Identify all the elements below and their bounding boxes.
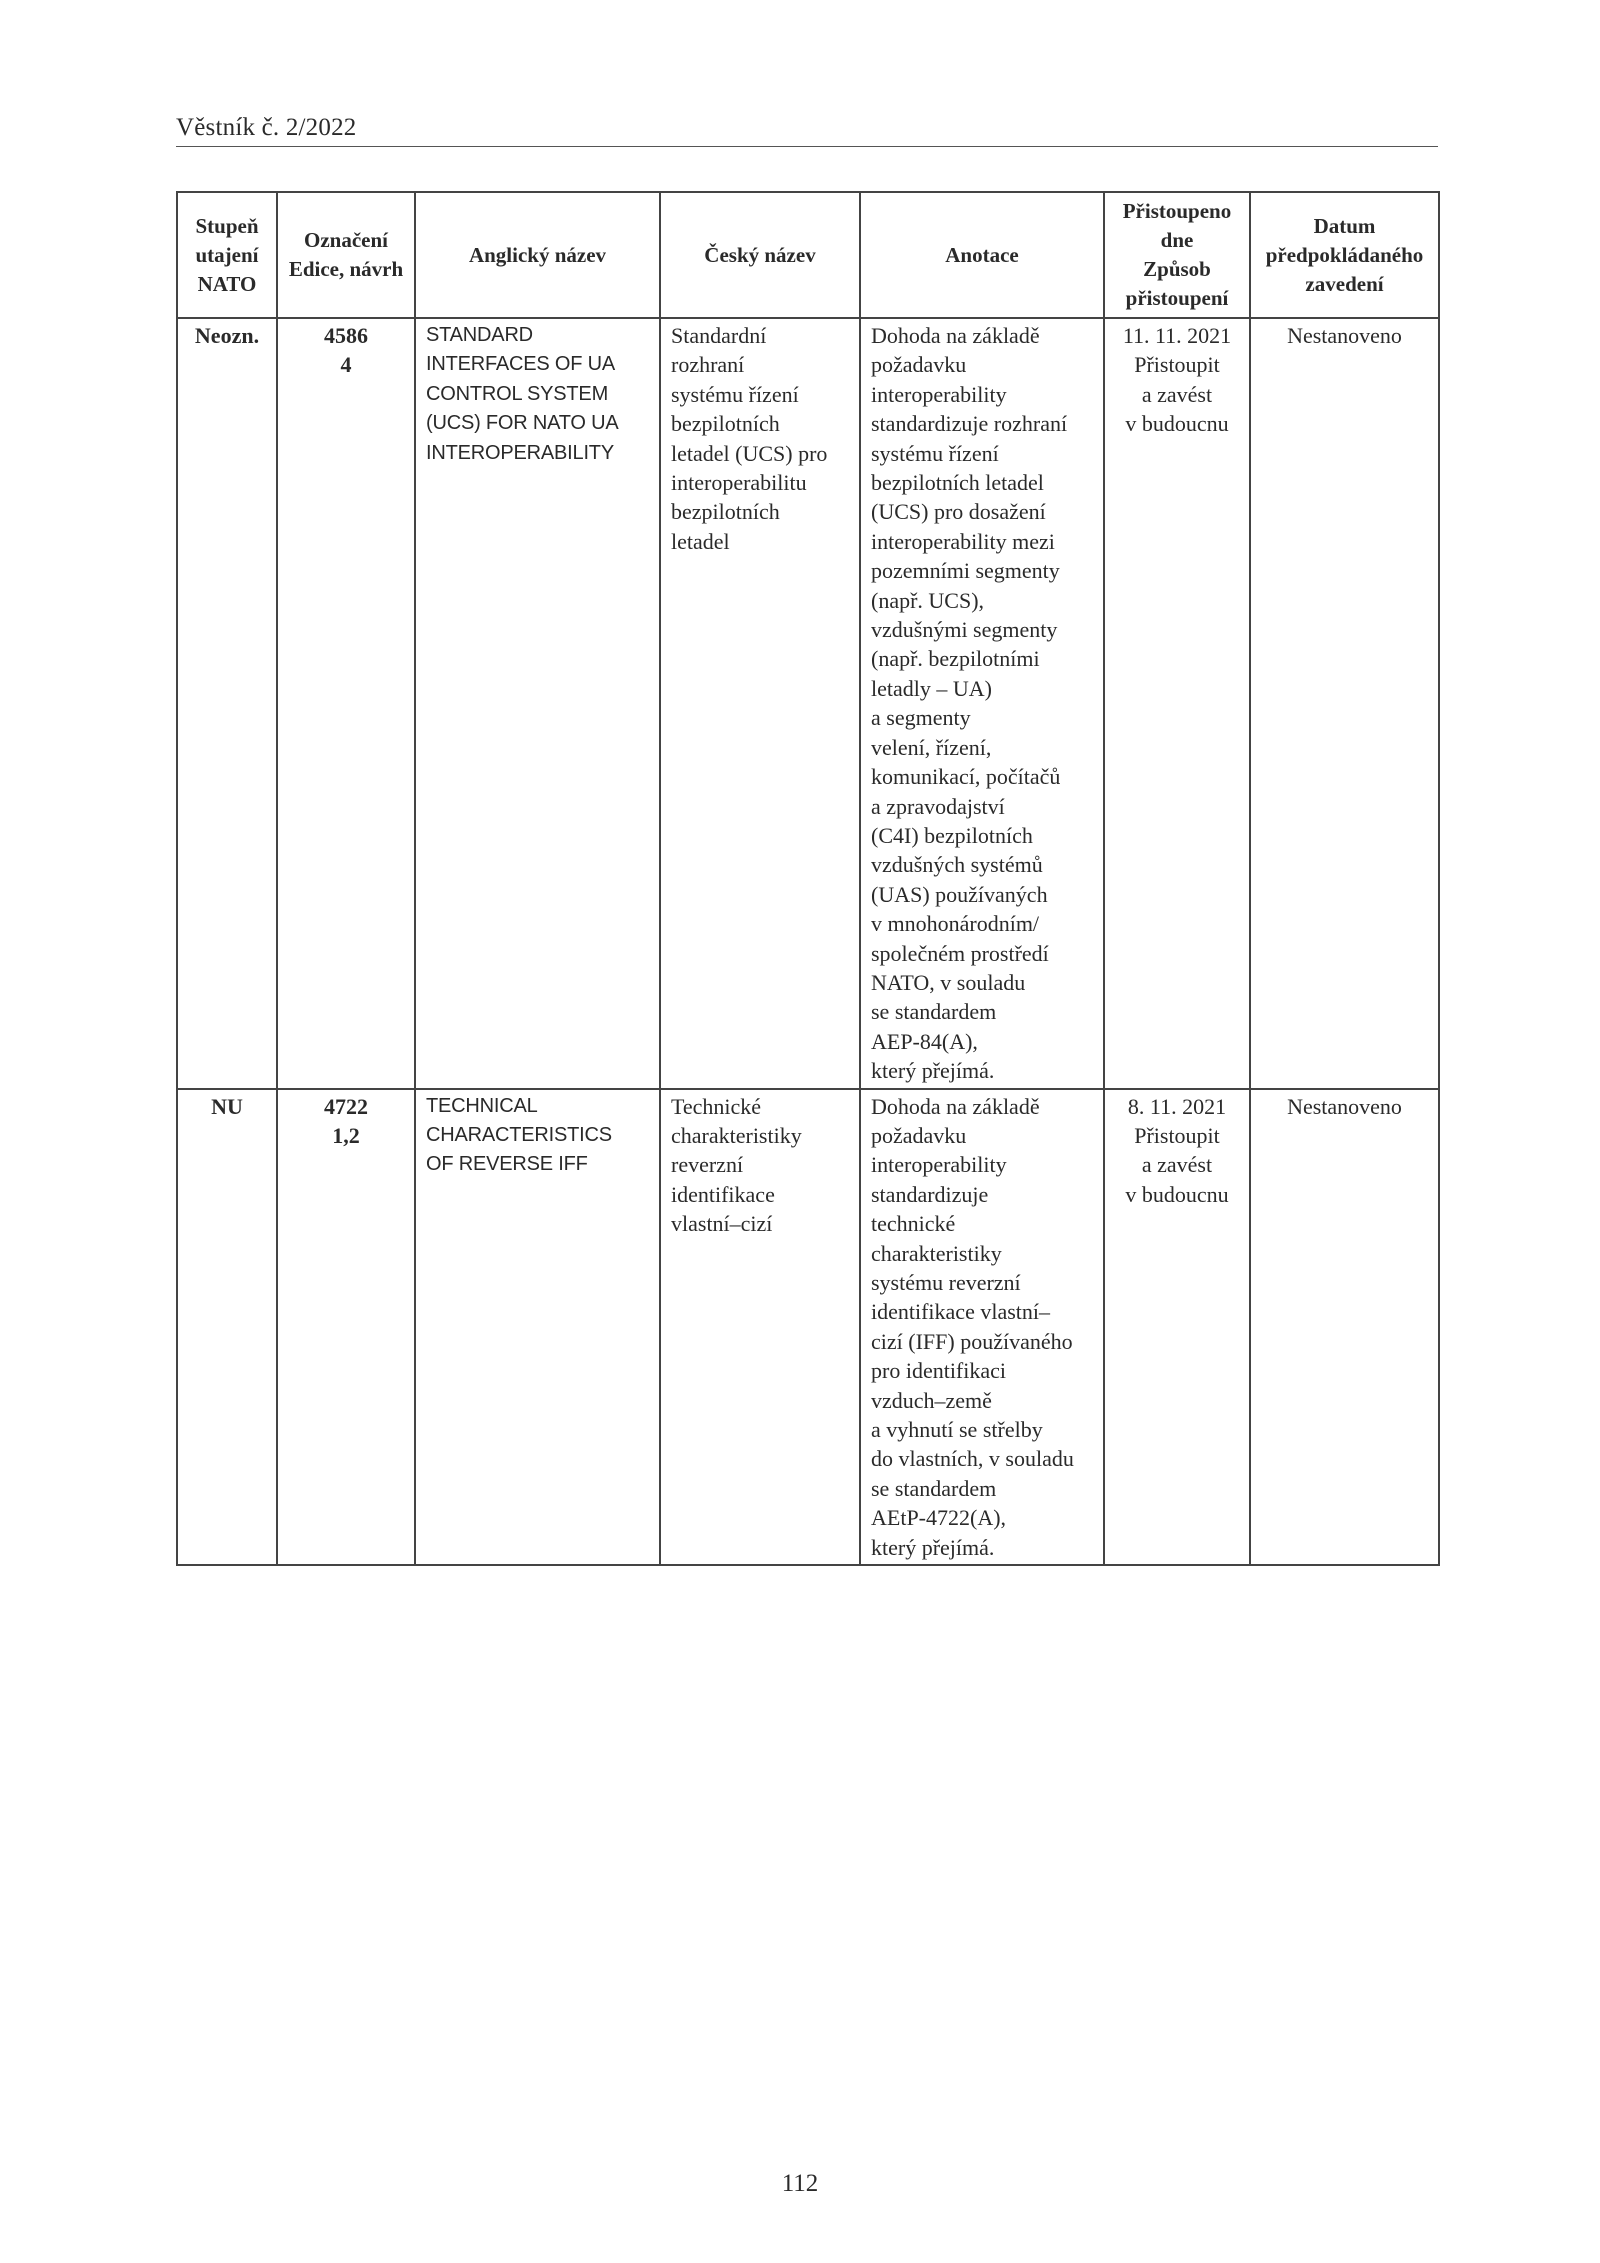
page-number: 112 bbox=[781, 2170, 819, 2197]
column-header-english-name: Anglický název bbox=[415, 192, 660, 318]
column-header-accession: Přistoupeno dne Způsob přistoupení bbox=[1104, 192, 1250, 318]
cell-accession: 11. 11. 2021 Přistoupit a zavést v budoucnu bbox=[1104, 318, 1250, 1089]
column-header-classification: Stupeň utajení NATO bbox=[177, 192, 277, 318]
cell-czech-name: Standardní rozhraní systému řízení bezpilotních letadel (UCS) pro interoperabilitu bezpilotních letadel bbox=[660, 318, 860, 1089]
page-header bbox=[176, 110, 1438, 147]
table-row bbox=[177, 318, 1439, 1089]
standards-table bbox=[176, 191, 1440, 1566]
column-header-annotation: Anotace bbox=[860, 192, 1104, 318]
table-header-row bbox=[177, 192, 1439, 318]
column-header-implementation-date: Datum předpokládaného zavedení bbox=[1250, 192, 1439, 318]
column-header-czech-name: Český název bbox=[660, 192, 860, 318]
cell-designation: 4722 1,2 bbox=[277, 1089, 415, 1566]
cell-classification: Neozn. bbox=[177, 318, 277, 1089]
cell-annotation: Dohoda na základě požadavku interoperability standardizuje technické charakteristiky systému reverzní identifikace vlastní– cizí (IFF) používaného pro identifikaci vzduch–země a vyhnutí se střelby do vlastních, v souladu se standardem AEtP-4722(A), který přejímá. bbox=[860, 1089, 1104, 1566]
table-row bbox=[177, 1089, 1439, 1566]
cell-english-name: TECHNICAL CHARACTERISTICS OF REVERSE IFF bbox=[415, 1089, 660, 1566]
cell-implementation-date: Nestanoveno bbox=[1250, 1089, 1439, 1566]
page-header-title: Věstník č. 2/2022 bbox=[176, 114, 357, 141]
cell-classification: NU bbox=[177, 1089, 277, 1566]
cell-implementation-date: Nestanoveno bbox=[1250, 318, 1439, 1089]
column-header-designation: Označení Edice, návrh bbox=[277, 192, 415, 318]
cell-english-name: STANDARD INTERFACES OF UA CONTROL SYSTEM (UCS) FOR NATO UA INTEROPERABILITY bbox=[415, 318, 660, 1089]
cell-annotation: Dohoda na základě požadavku interoperability standardizuje rozhraní systému řízení bezpilotních letadel (UCS) pro dosažení interoperability mezi pozemními segmenty (např. UCS), vzdušnými segmenty (např. bezpilotními letadly – UA) a segmenty velení, řízení, komunikací, počítačů a zpravodajství (C4I) bezpilotních vzdušných systémů (UAS) používaných v mnohonárodním/ společném prostředí NATO, v souladu se standardem AEP-84(A), který přejímá. bbox=[860, 318, 1104, 1089]
cell-czech-name: Technické charakteristiky reverzní identifikace vlastní–cizí bbox=[660, 1089, 860, 1566]
cell-accession: 8. 11. 2021 Přistoupit a zavést v budoucnu bbox=[1104, 1089, 1250, 1566]
cell-designation: 4586 4 bbox=[277, 318, 415, 1089]
